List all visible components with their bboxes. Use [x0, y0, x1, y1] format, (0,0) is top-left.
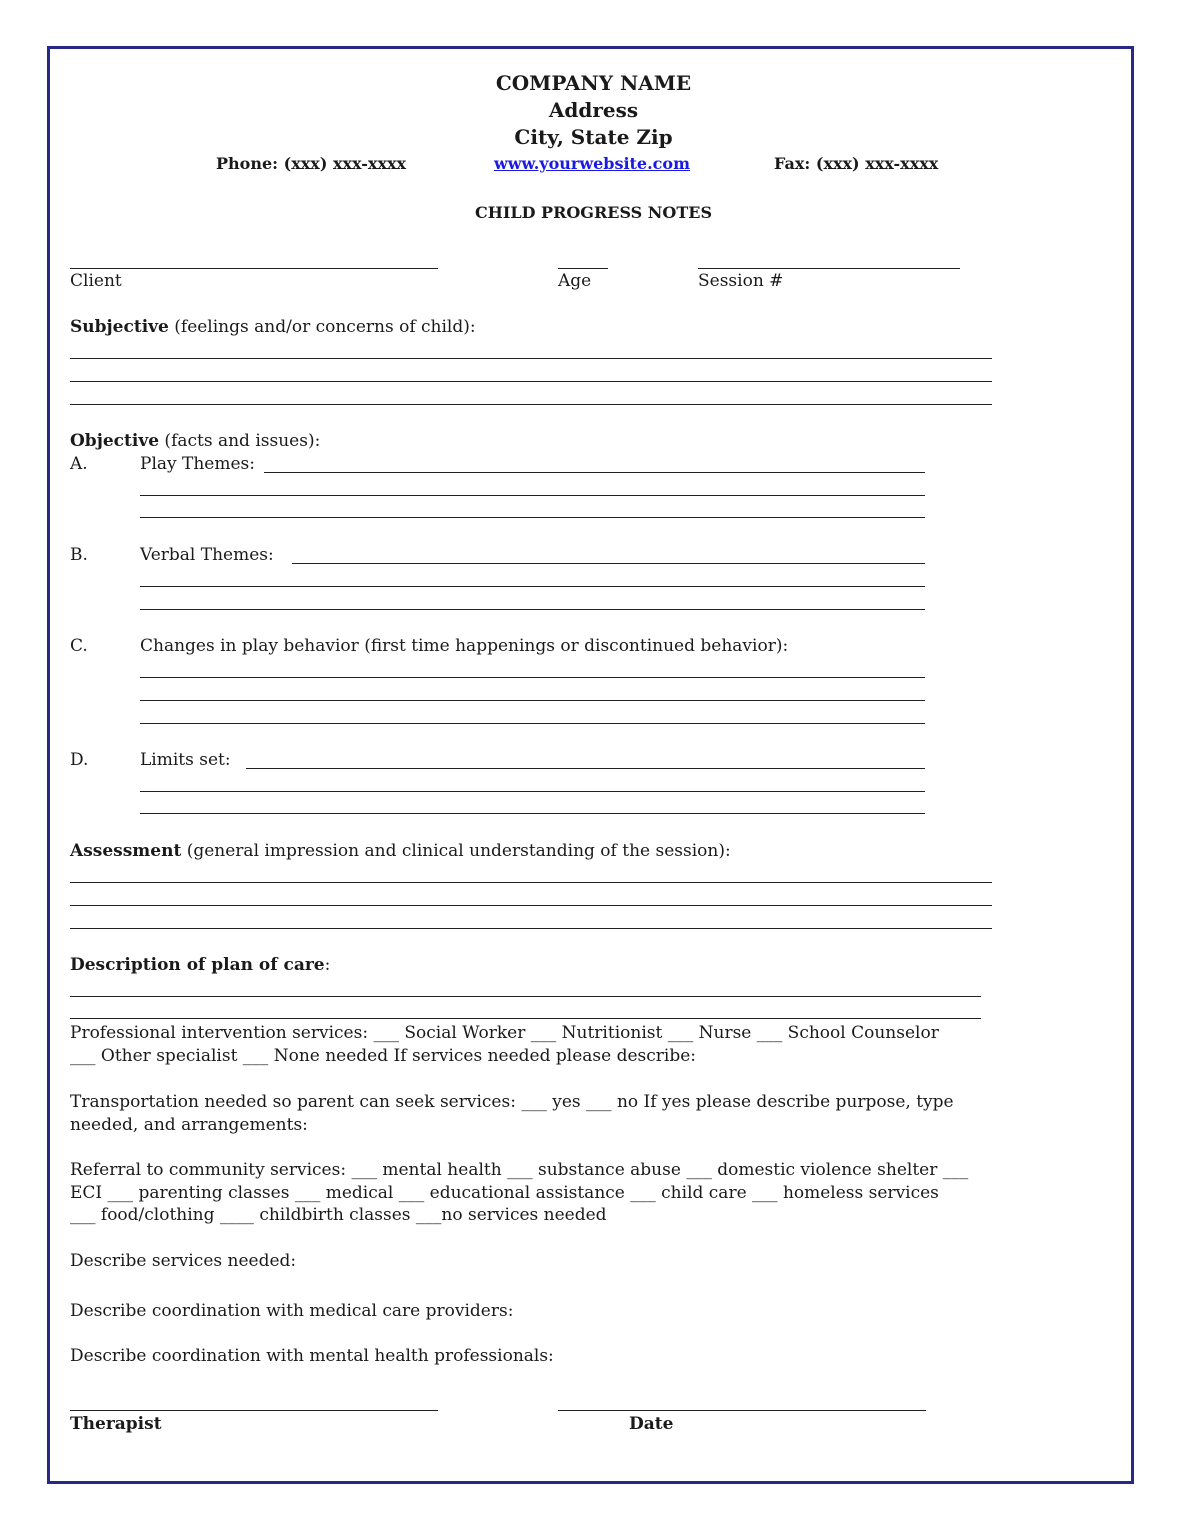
transportation-line1: Transportation needed so parent can seek services: ___ yes ___ no If yes please describe purpose, type [70, 1092, 954, 1112]
item-letter: D. [70, 750, 89, 770]
transportation-line2: needed, and arrangements: [70, 1115, 308, 1135]
professional-services-line2: ___ Other specialist ___ None needed If services needed please describe: [70, 1046, 697, 1066]
limits-set-label: Limits set: [140, 750, 231, 770]
limits-set-line[interactable] [140, 813, 925, 814]
objective-heading: Objective (facts and issues): [70, 431, 321, 451]
subjective-heading: Subjective (feelings and/or concerns of child): [70, 317, 476, 337]
therapist-label: Therapist [70, 1414, 162, 1434]
client-field[interactable] [70, 268, 438, 269]
assessment-line[interactable] [70, 882, 992, 883]
referral-line1: Referral to community services: ___ mental health ___ substance abuse ___ domestic violence shelter ___ [70, 1160, 969, 1180]
limits-set-line[interactable] [246, 768, 925, 769]
play-behavior-line[interactable] [140, 723, 925, 724]
date-line[interactable] [558, 1410, 926, 1411]
professional-services-line1: Professional intervention services: ___ Social Worker ___ Nutritionist ___ Nurse ___ School Counselor [70, 1023, 939, 1043]
assessment-heading: Assessment (general impression and clinical understanding of the session): [70, 841, 731, 861]
plan-of-care-line[interactable] [70, 1018, 981, 1019]
subjective-line[interactable] [70, 358, 992, 359]
referral-line2: ECI ___ parenting classes ___ medical ___ educational assistance ___ child care ___ homeless services [70, 1183, 939, 1203]
assessment-line[interactable] [70, 905, 992, 906]
describe-mental-health-label: Describe coordination with mental health professionals: [70, 1346, 554, 1366]
subjective-line[interactable] [70, 381, 992, 382]
therapist-signature-line[interactable] [70, 1410, 438, 1411]
item-letter: C. [70, 636, 88, 656]
session-field[interactable] [698, 268, 960, 269]
age-label: Age [558, 271, 592, 291]
website-link[interactable]: www.yourwebsite.com [494, 154, 691, 173]
session-label: Session # [698, 271, 784, 291]
describe-medical-label: Describe coordination with medical care providers: [70, 1301, 514, 1321]
referral-line3: ___ food/clothing ____ childbirth classes ___no services needed [70, 1205, 607, 1225]
limits-set-line[interactable] [140, 791, 925, 792]
play-themes-line[interactable] [264, 472, 925, 473]
item-letter: A. [70, 454, 88, 474]
company-address: Address [548, 98, 639, 122]
play-behavior-line[interactable] [140, 677, 925, 678]
fax-number: Fax: (xxx) xxx-xxxx [774, 154, 939, 173]
phone-number: Phone: (xxx) xxx-xxxx [216, 154, 407, 173]
subjective-line[interactable] [70, 404, 992, 405]
company-name: COMPANY NAME [495, 71, 692, 95]
verbal-themes-label: Verbal Themes: [140, 545, 274, 565]
describe-services-label: Describe services needed: [70, 1251, 297, 1271]
verbal-themes-line[interactable] [292, 563, 925, 564]
play-behavior-line[interactable] [140, 700, 925, 701]
company-city: City, State Zip [514, 125, 673, 149]
plan-of-care-line[interactable] [70, 996, 981, 997]
date-label: Date [629, 1414, 674, 1434]
play-themes-line[interactable] [140, 495, 925, 496]
assessment-line[interactable] [70, 928, 992, 929]
item-letter: B. [70, 545, 88, 565]
plan-of-care-heading: Description of plan of care: [70, 955, 331, 975]
play-themes-line[interactable] [140, 517, 925, 518]
play-behavior-label: Changes in play behavior (first time happenings or discontinued behavior): [140, 636, 789, 656]
client-label: Client [70, 271, 122, 291]
form-title: CHILD PROGRESS NOTES [475, 203, 712, 222]
age-field[interactable] [558, 268, 608, 269]
verbal-themes-line[interactable] [140, 586, 925, 587]
verbal-themes-line[interactable] [140, 609, 925, 610]
play-themes-label: Play Themes: [140, 454, 255, 474]
